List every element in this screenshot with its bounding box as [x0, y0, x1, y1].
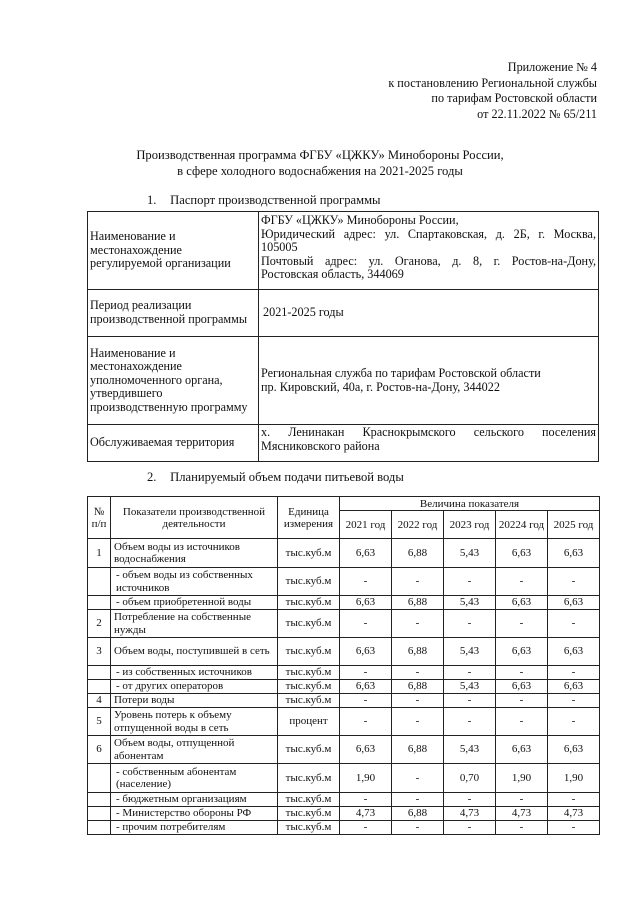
title-line-2: в сфере холодного водоснабжения на 2021-2025 годы	[177, 164, 463, 178]
row-value: 4,73	[340, 807, 392, 821]
row-value: -	[340, 793, 392, 807]
document-title	[0, 147, 640, 179]
section-1-heading	[147, 193, 381, 208]
row-value: -	[392, 764, 444, 793]
table-row	[88, 793, 600, 807]
passport-label: Наименование и местонахождение уполномоченного органа, утвердившего производственную программу	[88, 337, 259, 425]
passport-value	[259, 290, 599, 337]
row-unit: тыс.куб.м	[278, 539, 340, 568]
row-value: 6,88	[392, 680, 444, 694]
row-value: 6,63	[548, 638, 600, 666]
passport-row	[88, 337, 599, 425]
row-value: 5,43	[444, 539, 496, 568]
row-value: 5,43	[444, 638, 496, 666]
passport-value	[259, 212, 599, 290]
row-value: 1,90	[496, 764, 548, 793]
row-value: 5,43	[444, 736, 496, 764]
row-number	[88, 764, 111, 793]
section-2-number: 2.	[147, 470, 157, 484]
row-number	[88, 793, 111, 807]
row-value: -	[392, 610, 444, 638]
row-value: 1,90	[340, 764, 392, 793]
row-value: -	[496, 821, 548, 835]
passport-value-line: 2021-2025 годы	[263, 305, 344, 320]
table-row	[88, 764, 600, 793]
table-row	[88, 539, 600, 568]
row-value: 6,88	[392, 736, 444, 764]
row-value: -	[548, 568, 600, 596]
row-number: 3	[88, 638, 111, 666]
row-number	[88, 568, 111, 596]
volume-table-body	[88, 539, 600, 835]
table-row	[88, 736, 600, 764]
row-value: 6,63	[548, 596, 600, 610]
row-value: -	[444, 666, 496, 680]
header-year: 2022 год	[392, 511, 444, 539]
row-indicator: - собственным абонентам (население)	[111, 764, 278, 793]
row-indicator: Уровень потерь к объему отпущенной воды в сеть	[111, 708, 278, 736]
passport-value-line: Почтовый адрес: ул. Оганова, д. 8, г. Ростов-на-Дону, Ростовская область, 344069	[261, 253, 596, 282]
row-indicator: - бюджетным организациям	[111, 793, 278, 807]
row-value: 6,63	[340, 539, 392, 568]
row-unit: тыс.куб.м	[278, 680, 340, 694]
row-value: -	[548, 708, 600, 736]
row-indicator: Объем воды, отпущенной абонентам	[111, 736, 278, 764]
row-unit: тыс.куб.м	[278, 638, 340, 666]
row-unit: тыс.куб.м	[278, 807, 340, 821]
row-value: 6,63	[340, 680, 392, 694]
row-value: 6,88	[392, 596, 444, 610]
table-row	[88, 807, 600, 821]
row-number: 5	[88, 708, 111, 736]
row-value: -	[548, 821, 600, 835]
passport-value-line: Юридический адрес: ул. Спартаковская, д. 2Б, г. Москва, 105005	[261, 226, 596, 255]
row-indicator: Объем воды из источников водоснабжения	[111, 539, 278, 568]
header-num: № п/п	[88, 497, 111, 539]
passport-value-line: Региональная служба по тарифам Ростовской области	[261, 365, 541, 380]
row-value: -	[392, 666, 444, 680]
row-number	[88, 596, 111, 610]
table-row	[88, 694, 600, 708]
table-row	[88, 610, 600, 638]
row-value: -	[548, 666, 600, 680]
table-row	[88, 638, 600, 666]
row-value: 1,90	[548, 764, 600, 793]
row-unit: тыс.куб.м	[278, 793, 340, 807]
table-row	[88, 821, 600, 835]
row-value: -	[444, 610, 496, 638]
row-value: -	[392, 821, 444, 835]
row-value: -	[392, 694, 444, 708]
table-row	[88, 666, 600, 680]
table-row	[88, 568, 600, 596]
row-number: 2	[88, 610, 111, 638]
row-number: 4	[88, 694, 111, 708]
passport-label: Обслуживаемая территория	[88, 425, 259, 462]
passport-row	[88, 290, 599, 337]
section-1-number: 1.	[147, 193, 157, 207]
row-value: 6,63	[548, 736, 600, 764]
row-value: 6,63	[496, 680, 548, 694]
appendix-line-2: к постановлению Региональной службы	[388, 75, 597, 90]
row-value: -	[340, 610, 392, 638]
row-indicator: Потребление на собственные нужды	[111, 610, 278, 638]
row-value: -	[392, 568, 444, 596]
row-value: 6,63	[340, 638, 392, 666]
row-value: 6,63	[496, 596, 548, 610]
row-value: 6,63	[496, 539, 548, 568]
header-row	[88, 497, 600, 511]
appendix-line-1: Приложение № 4	[507, 60, 597, 74]
row-value: 6,63	[496, 638, 548, 666]
passport-value-line: х. Ленинакан Краснокрымского сельского поселения Мясниковского района	[261, 425, 596, 453]
row-value: -	[496, 708, 548, 736]
row-value: -	[392, 708, 444, 736]
row-number: 6	[88, 736, 111, 764]
table-row	[88, 708, 600, 736]
title-line-1: Производственная программа ФГБУ «ЦЖКУ» Минобороны России,	[136, 148, 504, 162]
row-number	[88, 680, 111, 694]
section-2-heading	[147, 470, 404, 485]
row-value: -	[340, 694, 392, 708]
row-value: -	[548, 610, 600, 638]
row-indicator: - от других операторов	[111, 680, 278, 694]
row-unit: процент	[278, 708, 340, 736]
row-value: -	[444, 568, 496, 596]
row-unit: тыс.куб.м	[278, 596, 340, 610]
row-unit: тыс.куб.м	[278, 736, 340, 764]
row-value: -	[496, 793, 548, 807]
row-unit: тыс.куб.м	[278, 821, 340, 835]
row-number	[88, 821, 111, 835]
header-indicator: Показатели производственной деятельности	[111, 497, 278, 539]
row-unit: тыс.куб.м	[278, 694, 340, 708]
passport-value-line: пр. Кировский, 40а, г. Ростов-на-Дону, 344022	[261, 379, 500, 394]
row-unit: тыс.куб.м	[278, 666, 340, 680]
row-value: -	[548, 793, 600, 807]
row-indicator: - из собственных источников	[111, 666, 278, 680]
row-value: -	[444, 694, 496, 708]
row-value: 4,73	[444, 807, 496, 821]
row-value: -	[340, 708, 392, 736]
passport-label: Период реализации производственной программы	[88, 290, 259, 337]
row-value: -	[340, 821, 392, 835]
row-value: -	[444, 821, 496, 835]
row-number: 1	[88, 539, 111, 568]
row-unit: тыс.куб.м	[278, 568, 340, 596]
row-value: 6,63	[340, 596, 392, 610]
row-value: 4,73	[548, 807, 600, 821]
passport-label: Наименование и местонахождение регулируемой организации	[88, 212, 259, 290]
row-value: -	[496, 666, 548, 680]
row-value: 6,88	[392, 807, 444, 821]
appendix-header	[388, 60, 597, 122]
row-indicator: Потери воды	[111, 694, 278, 708]
passport-value	[259, 337, 599, 425]
row-value: 6,88	[392, 539, 444, 568]
row-indicator: - объем воды из собственных источников	[111, 568, 278, 596]
row-value: -	[340, 568, 392, 596]
row-indicator: Объем воды, поступившей в сеть	[111, 638, 278, 666]
row-value: 5,43	[444, 680, 496, 694]
row-value: -	[496, 610, 548, 638]
row-value: -	[444, 793, 496, 807]
row-value: 6,63	[548, 539, 600, 568]
row-value: -	[548, 694, 600, 708]
row-indicator: - Министерство обороны РФ	[111, 807, 278, 821]
row-value: -	[340, 666, 392, 680]
header-year: 20224 год	[496, 511, 548, 539]
appendix-line-3: по тарифам Ростовской области	[431, 91, 597, 106]
row-value: 5,43	[444, 596, 496, 610]
row-number	[88, 807, 111, 821]
section-2-title: Планируемый объем подачи питьевой воды	[170, 470, 404, 484]
passport-row	[88, 212, 599, 290]
row-value: 0,70	[444, 764, 496, 793]
passport-row	[88, 425, 599, 462]
row-unit: тыс.куб.м	[278, 610, 340, 638]
section-1-title: Паспорт производственной программы	[170, 193, 381, 207]
row-unit: тыс.куб.м	[278, 764, 340, 793]
row-value: 4,73	[496, 807, 548, 821]
appendix-line-4: от 22.11.2022 № 65/211	[477, 106, 597, 121]
row-value: 6,63	[548, 680, 600, 694]
passport-value	[259, 425, 599, 462]
row-value: -	[444, 708, 496, 736]
header-year: 2025 год	[548, 511, 600, 539]
row-value: -	[392, 793, 444, 807]
header-year: 2021 год	[340, 511, 392, 539]
header-year: 2023 год	[444, 511, 496, 539]
volume-table	[87, 496, 600, 835]
row-value: 6,88	[392, 638, 444, 666]
row-value: -	[496, 568, 548, 596]
row-indicator: - прочим потребителям	[111, 821, 278, 835]
row-value: 6,63	[496, 736, 548, 764]
row-indicator: - объем приобретенной воды	[111, 596, 278, 610]
table-row	[88, 596, 600, 610]
row-value: 6,63	[340, 736, 392, 764]
header-unit: Единица измерения	[278, 497, 340, 539]
passport-value-line: ФГБУ «ЦЖКУ» Минобороны России,	[261, 213, 459, 227]
passport-table	[87, 211, 599, 462]
row-number	[88, 666, 111, 680]
row-value: -	[496, 694, 548, 708]
header-value-group: Величина показателя	[340, 497, 600, 511]
table-row	[88, 680, 600, 694]
